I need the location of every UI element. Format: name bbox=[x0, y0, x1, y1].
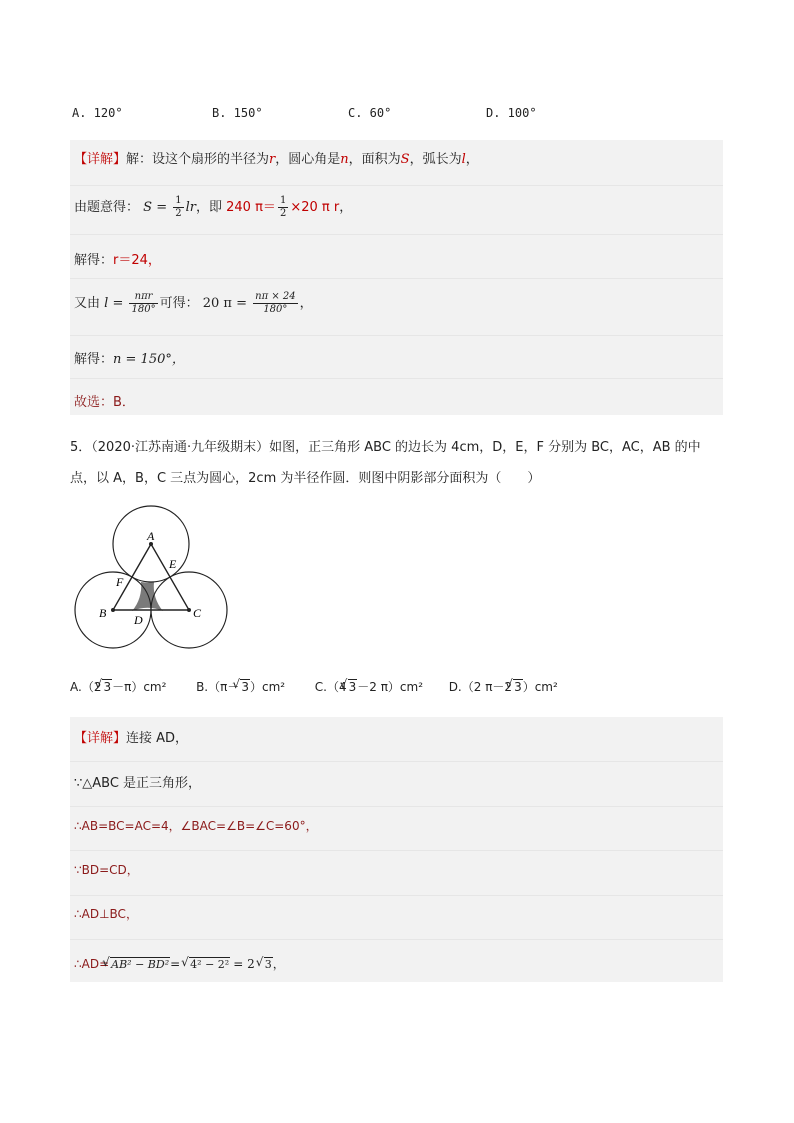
sol5-line4: ∵BD=CD， bbox=[74, 863, 139, 877]
q5-option-a: A.（2√ 3－π）cm² bbox=[70, 680, 166, 694]
fraction: $\frac{n\pi \times 24}{180^\circ}$ bbox=[255, 291, 296, 315]
option-b: B. 150° bbox=[212, 106, 263, 120]
label-d: D bbox=[134, 613, 143, 627]
fraction: $\frac{1}{2}$ bbox=[175, 195, 182, 219]
triangle-circles-figure bbox=[70, 500, 240, 660]
sol5-line6: ∴AD=√ AB² − BD²=√ 4² − 2² = 2√ 3， bbox=[74, 955, 285, 972]
label-f: F bbox=[116, 575, 124, 589]
q5-option-c: C.（4√ 3－2 π）cm² bbox=[315, 680, 423, 694]
q5-option-d: D.（2 π－2√ 3）cm² bbox=[449, 680, 558, 694]
sol4-line6: 故选：B． bbox=[74, 395, 135, 410]
sol5-line1: 【详解】连接 AD， bbox=[74, 731, 189, 746]
sol4-line2: 由题意得： S = $\frac{1}{2}$ lr，即 240 π＝ $\frac{1}{2}$ ×20 π r， bbox=[74, 195, 353, 219]
sol5-line5: ∴AD⊥BC， bbox=[74, 907, 138, 921]
sol4-line5: 解得：n = 150°， bbox=[74, 352, 185, 367]
sol5-line3: ∴AB=BC=AC=4，∠BAC=∠B=∠C=60°， bbox=[74, 819, 318, 833]
sol4-line4: 又由 l = $\frac{\text{nπr}}{180^\circ}$ 可得： 20 π = $\frac{n\pi \times 24}{180^\circ}$ ， bbox=[74, 291, 313, 315]
question-5-line2: 点，以 A，B，C 三点为圆心，2cm 为半径作圆．则图中阴影部分面积为（ ） bbox=[70, 471, 541, 486]
sol4-line3: 解得：r＝24， bbox=[74, 253, 161, 268]
option-a: A. 120° bbox=[72, 106, 123, 120]
fraction: $\frac{\text{nπr}}{180^\circ}$ bbox=[131, 291, 156, 315]
label-e: E bbox=[169, 557, 177, 571]
option-d: D. 100° bbox=[486, 106, 537, 120]
sol5-line2: ∵△ABC 是正三角形， bbox=[74, 776, 202, 791]
label-b: B bbox=[99, 606, 107, 620]
option-c: C. 60° bbox=[348, 106, 392, 120]
label-a: A bbox=[147, 529, 155, 543]
detail-tag: 【详解】 bbox=[74, 152, 127, 167]
solution-5-block bbox=[70, 717, 723, 982]
fraction: $\frac{1}{2}$ bbox=[279, 195, 287, 219]
sol4-line1: 【详解】解：设这个扇形的半径为r，圆心角是n，面积为S，弧长为l， bbox=[74, 152, 479, 167]
solution-4-block bbox=[70, 140, 723, 415]
question-5-line1: 5．（2020·江苏南通·九年级期末）如图，正三角形 ABC 的边长为 4cm，D，E，F 分别为 BC，AC，AB 的中 bbox=[70, 440, 701, 455]
label-c: C bbox=[193, 606, 202, 620]
q5-options bbox=[70, 678, 558, 695]
shaded-region bbox=[132, 582, 163, 611]
q5-option-b: B.（π－√ 3）cm² bbox=[196, 680, 285, 694]
